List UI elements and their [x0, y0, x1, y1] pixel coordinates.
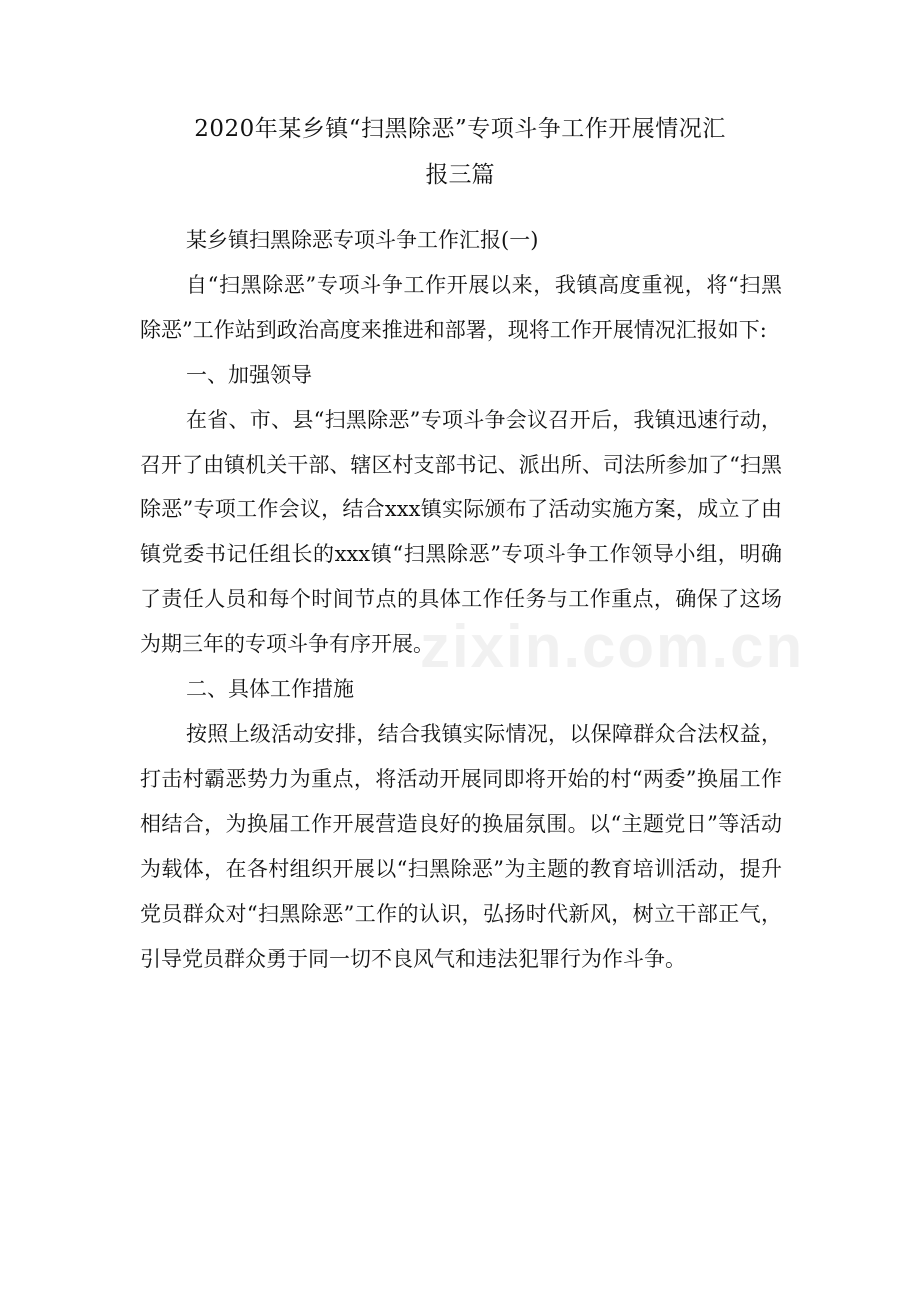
document-title: 2020年某乡镇“扫黑除恶”专项斗争工作开展情况汇	[194, 116, 726, 142]
watermark: zixin.com.cn	[420, 613, 805, 680]
document-title-continued: 报三篇	[425, 162, 495, 188]
body-paragraph: 在省、市、县“扫黑除恶”专项斗争会议召开后，我镇迅速行动，召开了由镇机关干部、辖区村支部书记、派出所、司法所参加了“扫黑除恶”专项工作会议，结合xxx镇实际颁布了活动实施方案，成立了由镇党委书记任组长的xxx镇“扫黑除恶”专项斗争工作领导小组，明确了责任人员和每个时间节点的具体工作任务与工作重点，确保了这场为期三年的专项斗争有序开展。	[140, 407, 782, 657]
section-heading: 二、具体工作措施	[186, 677, 354, 702]
document-body	[140, 218, 782, 981]
section-heading: 某乡镇扫黑除恶专项斗争工作汇报(一)	[186, 228, 539, 252]
intro-paragraph: 自“扫黑除恶”专项斗争工作开展以来，我镇高度重视，将“扫黑除恶”工作站到政治高度来推进和部署，现将工作开展情况汇报如下:	[140, 272, 782, 342]
body-paragraph: 按照上级活动安排，结合我镇实际情况，以保障群众合法权益，打击村霸恶势力为重点，将活动开展同即将开始的村“两委”换届工作相结合，为换届工作开展营造良好的换届氛围。以“主题党日”等活动为载体，在各村组织开展以“扫黑除恶”为主题的教育培训活动，提升党员群众对“扫黑除恶”工作的认识，弘扬时代新风，树立干部正气，引导党员群众勇于同一切不良风气和违法犯罪行为作斗争。	[140, 721, 782, 971]
section-heading: 一、加强领导	[186, 362, 312, 387]
